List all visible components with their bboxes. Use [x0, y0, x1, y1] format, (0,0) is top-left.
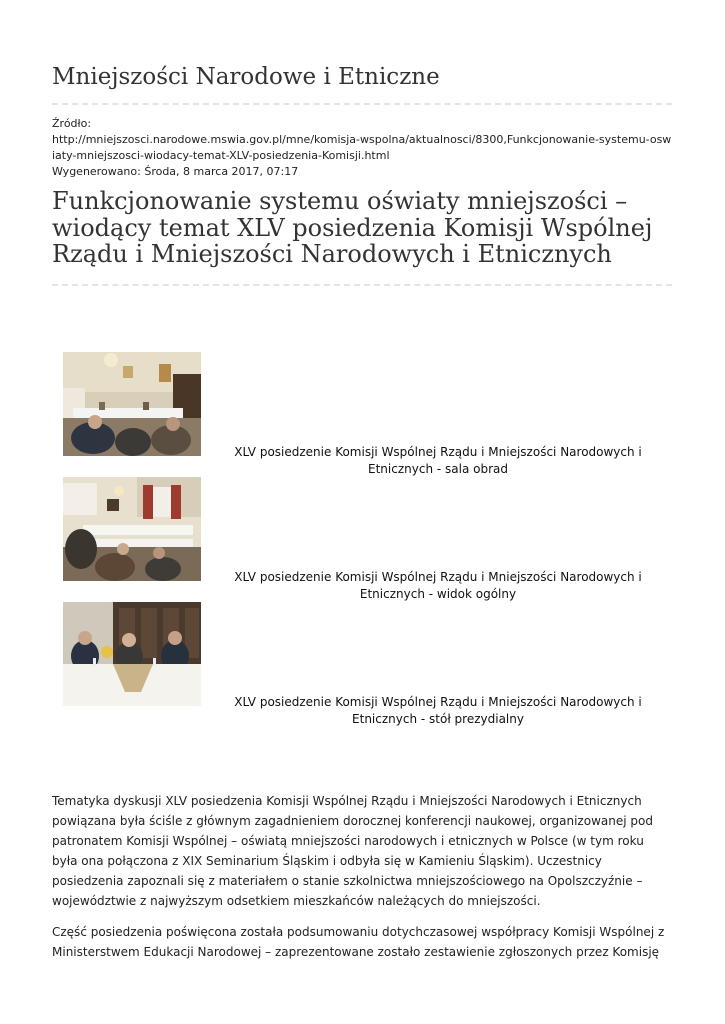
generated-date: Wygenerowano: Środa, 8 marca 2017, 07:17 — [52, 165, 299, 178]
article-title: Funkcjonowanie systemu oświaty mniejszości – wiodący temat XLV posiedzenia Komisji Wspólnej Rządu i Mniejszości Narodowych i Etnicznych — [52, 187, 653, 268]
photo-caption: XLV posiedzenie Komisji Wspólnej Rządu i Mniejszości Narodowych i Etnicznych - widok ogólny — [234, 570, 642, 601]
header-divider — [52, 103, 672, 105]
gallery-item — [63, 477, 672, 602]
article-body — [52, 791, 672, 973]
document-meta — [52, 116, 672, 180]
gallery-item — [63, 602, 672, 727]
source-label: Źródło: — [52, 117, 92, 130]
photo-gallery — [63, 352, 672, 727]
photo-presidium-table[interactable] — [63, 602, 201, 706]
gallery-item — [63, 352, 672, 477]
source-url[interactable]: http://mniejszosci.narodowe.mswia.gov.pl/mne/komisja-wspolna/aktualnosci/8300,Funkcjonowanie-systemu-oswiaty-mniejszosci-wiodacy-temat-XLV-posiedzenia-Komisji.html — [52, 133, 672, 162]
photo-caption: XLV posiedzenie Komisji Wspólnej Rządu i Mniejszości Narodowych i Etnicznych - stół prezydialny — [234, 695, 642, 726]
article-paragraph: Część posiedzenia poświęcona została podsumowaniu dotychczasowej współpracy Komisji Wspólnej z Ministerstwem Edukacji Narodowej – zaprezentowane zostało zestawienie zgłoszonych przez Komisję — [52, 925, 665, 959]
article-paragraph: Tematyka dyskusji XLV posiedzenia Komisji Wspólnej Rządu i Mniejszości Narodowych i Etnicznych powiązana była ściśle z głównym zagadnieniem dorocznej konferencji naukowej, organizowanej pod patronatem Komisji Wspólnej – oświatą mniejszości narodowych i etnicznych w Polsce (w tym roku była ona połączona z XIX Seminarium Śląskim i odbyła się w Kamieniu Śląskim). Uczestnicy posiedzenia zapoznali się z materiałem o stanie szkolnictwa mniejszościowego na Opolszczyźnie – województwie z najwyższym odsetkiem mieszkańców należących do mniejszości. — [52, 794, 653, 908]
photo-general-view[interactable] — [63, 477, 201, 581]
photo-meeting-room[interactable] — [63, 352, 201, 456]
photo-caption: XLV posiedzenie Komisji Wspólnej Rządu i Mniejszości Narodowych i Etnicznych - sala obrad — [234, 445, 642, 476]
title-divider — [52, 284, 672, 286]
site-title: Mniejszości Narodowe i Etniczne — [52, 64, 440, 90]
